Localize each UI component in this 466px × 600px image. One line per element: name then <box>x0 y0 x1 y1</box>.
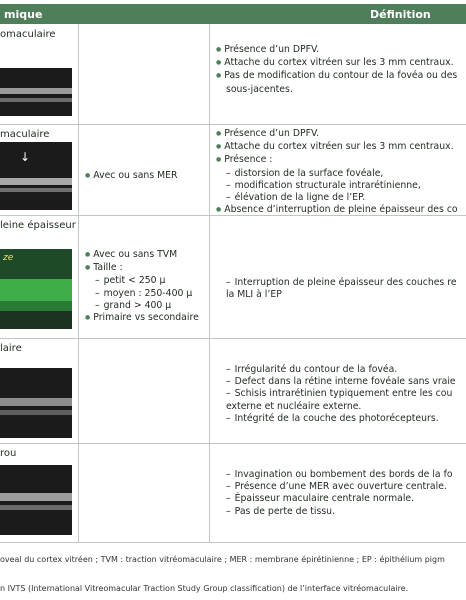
list-item: – modification structurale intrarétinienne, <box>216 180 458 192</box>
list-item: ● Avec ou sans TVM <box>85 249 199 262</box>
table-row <box>0 215 466 339</box>
row-title: laire <box>0 343 22 354</box>
oct-image <box>0 465 72 535</box>
criteria-list <box>85 170 177 183</box>
list-item: ● Primaire vs secondaire <box>85 312 199 325</box>
list-item: – Présence d’une MER avec ouverture centrale. <box>216 481 453 493</box>
list-item: externe et nucléaire externe. <box>226 400 362 412</box>
list-item: ● Pas de modification du contour de la fovéa ou des <box>216 70 457 83</box>
footnote: oveal du cortex vitréen ; TVM : traction vitréomaculaire ; MER : membrane épirétinienne ; EP : épithélium pigm <box>0 555 445 564</box>
list-item: ● Absence d’interruption de pleine épaisseur des co <box>216 204 458 215</box>
table-row <box>0 124 466 216</box>
row-title: maculaire <box>0 129 50 140</box>
table-row <box>0 443 466 543</box>
oct-image: ↓ <box>0 142 72 210</box>
criteria-list <box>85 249 199 325</box>
header-definition: Définition <box>370 8 431 21</box>
list-item: – Interruption de pleine épaisseur des couches re <box>216 277 457 289</box>
list-item: ● Attache du cortex vitréen sur les 3 mm centraux. <box>216 141 458 154</box>
oct-image: ze <box>0 249 72 329</box>
list-item: ● Présence : <box>216 154 458 167</box>
table-header <box>0 4 466 24</box>
definition-list <box>216 277 457 301</box>
row-title: rou <box>0 448 17 459</box>
list-item: – Épaisseur maculaire centrale normale. <box>216 493 453 505</box>
definition-list <box>216 364 456 425</box>
oct-image <box>0 368 72 438</box>
list-item: – élévation de la ligne de l’EP. <box>216 192 458 204</box>
definition-list <box>216 128 458 215</box>
list-item: – Invagination ou bombement des bords de la fo <box>216 469 453 481</box>
list-item: – Schisis intrarétinien typiquement entre les cou <box>216 388 456 400</box>
list-item: – distorsion de la surface fovéale, <box>216 168 458 180</box>
list-item: ● Présence d’un DPFV. <box>216 128 458 141</box>
list-item: sous-jacentes. <box>226 83 293 95</box>
list-item: la MLI à l’EP <box>226 289 282 301</box>
list-item: – Pas de perte de tissu. <box>216 506 453 518</box>
header-col1: mique <box>4 8 43 21</box>
list-item: – Irrégularité du contour de la fovéa. <box>216 364 456 376</box>
table-row <box>0 338 466 444</box>
table-row <box>0 24 466 125</box>
row-title: leine épaisseur <box>0 220 76 231</box>
list-item: ● Attache du cortex vitréen sur les 3 mm centraux. <box>216 57 457 70</box>
list-item: – petit < 250 µ <box>85 275 199 287</box>
list-item: ● Présence d’un DPFV. <box>216 44 457 57</box>
definition-list <box>216 469 453 518</box>
list-item: – moyen : 250-400 µ <box>85 288 199 300</box>
list-item: – Intégrité de la couche des photorécepteurs. <box>216 413 456 425</box>
list-item: – Defect dans la rétine interne fovéale sans vraie <box>216 376 456 388</box>
list-item: – grand > 400 µ <box>85 300 199 312</box>
oct-image <box>0 68 72 116</box>
caption: n IVTS (International Vitreomacular Traction Study Group classification) de l’interface vitréomaculaire. <box>0 584 409 593</box>
list-item: ● Taille : <box>85 262 199 275</box>
row-title: omaculaire <box>0 29 56 40</box>
list-item: ● Avec ou sans MER <box>85 170 177 183</box>
definition-list <box>216 44 457 96</box>
